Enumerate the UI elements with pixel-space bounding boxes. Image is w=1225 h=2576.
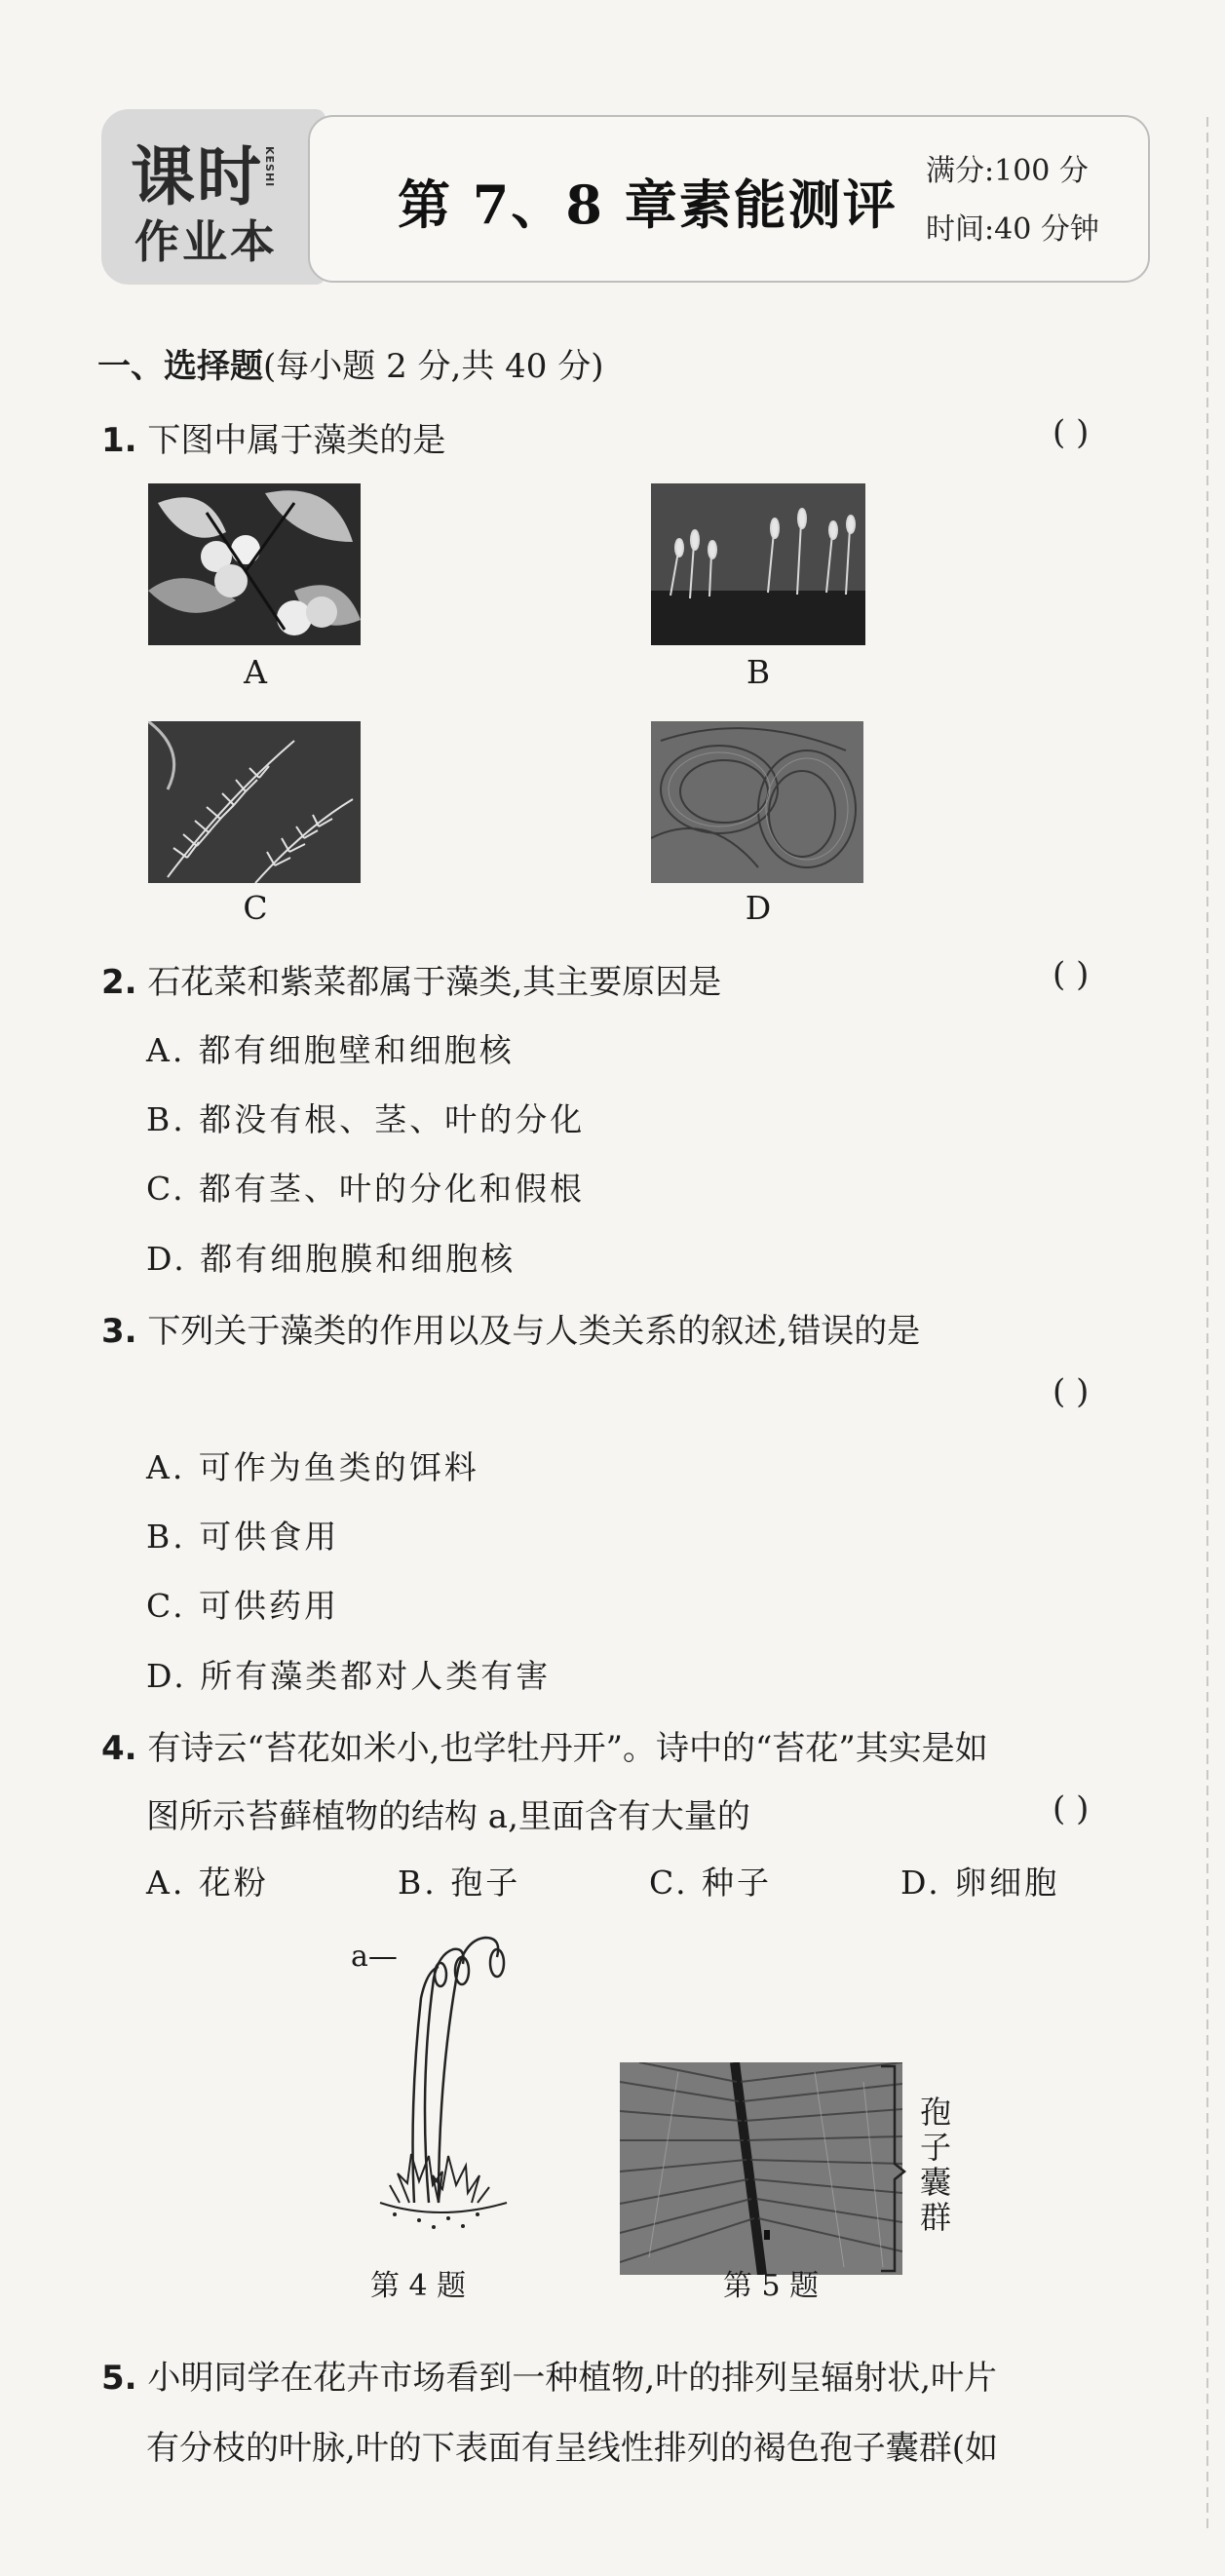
question-4 [101, 1721, 988, 1769]
option-a[interactable]: A. 花粉 [146, 1864, 269, 1902]
question-text-line1: 小明同学在花卉市场看到一种植物,叶的排列呈辐射状,叶片 [147, 2359, 998, 2398]
photo-c-fern [148, 721, 361, 883]
question-number: 1. [101, 421, 137, 460]
brand-logo-pinyin: KESHI [263, 146, 276, 188]
photo-caption-c: C [243, 889, 268, 927]
time-limit: 时间:40 分钟 [926, 212, 1099, 247]
option-a[interactable]: A. 都有细胞壁和细胞核 [146, 1031, 515, 1069]
answer-blank[interactable]: ( ) [1053, 413, 1090, 452]
question-number: 2. [101, 963, 137, 1002]
question-text: 石花菜和紫菜都属于藻类,其主要原因是 [147, 963, 722, 1002]
option-a[interactable]: A. 可作为鱼类的饵料 [146, 1448, 479, 1486]
brand-logo-bottom: 作业本 [134, 215, 278, 268]
option-d[interactable]: D. 都有细胞膜和细胞核 [146, 1240, 517, 1278]
fern-leaf-photo [620, 2062, 902, 2275]
photo-caption-a: A [244, 653, 267, 691]
question-text: 下图中属于藻类的是 [147, 421, 446, 460]
question-1 [101, 413, 445, 461]
section-title: 一、选择题 [97, 347, 263, 386]
question-text: 下列关于藻类的作用以及与人类关系的叙述,错误的是 [147, 1312, 921, 1351]
moss-diagram [341, 1910, 536, 2242]
section-note: (每小题 2 分,共 40 分) [263, 347, 604, 386]
photo-d-algae [651, 721, 863, 883]
option-c[interactable]: C. 都有茎、叶的分化和假根 [146, 1170, 586, 1208]
figure-5-caption: 第 5 题 [723, 2269, 820, 2303]
answer-blank[interactable]: ( ) [1053, 955, 1090, 994]
option-c[interactable]: C. 可供药用 [146, 1587, 340, 1625]
question-number: 4. [101, 1729, 137, 1768]
brand-logo-top: 课时 [131, 139, 263, 214]
figure-4-caption: 第 4 题 [370, 2269, 467, 2303]
option-b[interactable]: B. 孢子 [398, 1864, 521, 1902]
spore-cluster-label: 孢子囊群 [915, 2095, 952, 2236]
option-d[interactable]: D. 所有藻类都对人类有害 [146, 1657, 552, 1695]
spore-bracket [877, 2062, 916, 2275]
question-text-line2: 图所示苔藓植物的结构 a,里面含有大量的 [146, 1797, 750, 1836]
photo-caption-d: D [745, 889, 772, 927]
question-text-line2: 有分枝的叶脉,叶的下表面有呈线性排列的褐色孢子囊群(如 [146, 2429, 999, 2468]
page-edge-rule [1206, 117, 1208, 2534]
page-title: 第 7、8 章素能测评 [398, 173, 898, 236]
question-number: 3. [101, 1312, 137, 1351]
answer-blank[interactable]: ( ) [1053, 1789, 1090, 1828]
question-number: 5. [101, 2359, 137, 2398]
option-c[interactable]: C. 种子 [649, 1864, 773, 1902]
section-heading [97, 339, 603, 387]
full-score: 满分:100 分 [926, 154, 1089, 188]
option-d[interactable]: D. 卵细胞 [900, 1864, 1060, 1902]
option-b[interactable]: B. 都没有根、茎、叶的分化 [146, 1100, 586, 1138]
question-5 [101, 2351, 997, 2399]
structure-a-label: a— [351, 1940, 398, 1974]
option-b[interactable]: B. 可供食用 [146, 1518, 340, 1556]
question-3 [101, 1304, 920, 1352]
question-2 [101, 955, 721, 1003]
photo-caption-b: B [746, 653, 771, 691]
photo-b-moss [651, 483, 865, 645]
photo-a-ginkgo [148, 483, 361, 645]
question-text-line1: 有诗云“苔花如米小,也学牡丹开”。诗中的“苔花”其实是如 [147, 1729, 988, 1768]
answer-blank[interactable]: ( ) [1053, 1372, 1090, 1411]
